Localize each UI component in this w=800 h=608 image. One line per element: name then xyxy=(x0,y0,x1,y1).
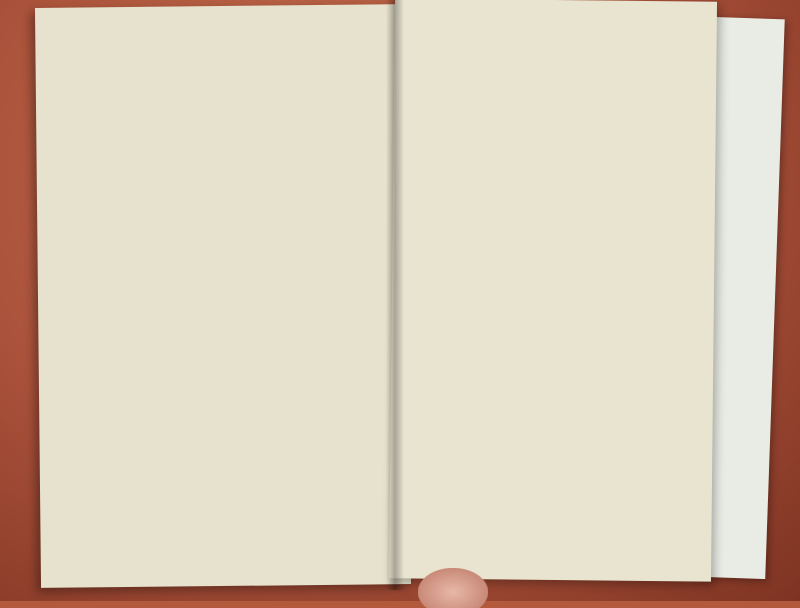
left-page-content xyxy=(88,36,394,100)
right-page xyxy=(389,0,717,582)
hand-finger xyxy=(418,568,488,608)
